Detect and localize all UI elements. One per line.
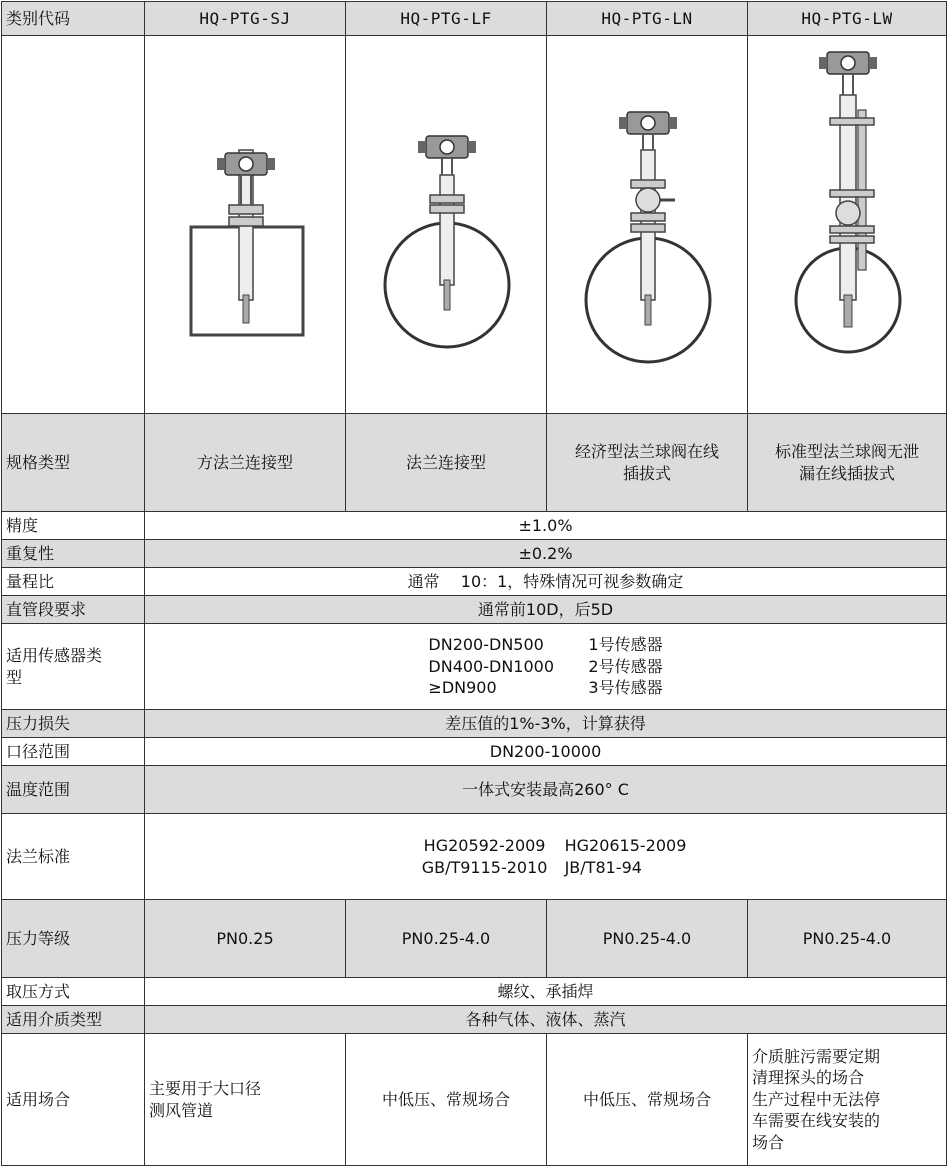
spec-type-lw: 标准型法兰球阀无泄 漏在线插拔式 bbox=[748, 414, 947, 512]
image-row-blank bbox=[2, 36, 145, 414]
repeatability-value: ±0.2% bbox=[145, 540, 947, 568]
medium-label: 适用介质类型 bbox=[2, 1006, 145, 1034]
flange-row-2: GB/T9115-2010 JB/T81-94 bbox=[421, 857, 642, 877]
straight-pipe-row bbox=[2, 596, 947, 624]
diameter-label: 口径范围 bbox=[2, 738, 145, 766]
pressure-loss-row bbox=[2, 710, 947, 738]
sensor-row-3: ≥DN900 3号传感器 bbox=[428, 678, 663, 698]
turndown-label: 量程比 bbox=[2, 568, 145, 596]
pressure-grade-row bbox=[2, 900, 947, 978]
diameter-value: DN200-10000 bbox=[145, 738, 947, 766]
medium-row bbox=[2, 1006, 947, 1034]
temperature-value: 一体式安装最高260° C bbox=[145, 766, 947, 814]
code-lf: HQ-PTG-LF bbox=[346, 2, 547, 36]
flange-std-label: 法兰标准 bbox=[2, 814, 145, 900]
code-ln: HQ-PTG-LN bbox=[547, 2, 748, 36]
accuracy-value: ±1.0% bbox=[145, 512, 947, 540]
sensor-type-value bbox=[145, 624, 947, 710]
spec-type-sj: 方法兰连接型 bbox=[145, 414, 346, 512]
flange-std-value bbox=[145, 814, 947, 900]
pressure-grade-label: 压力等级 bbox=[2, 900, 145, 978]
image-cell-lf bbox=[346, 36, 547, 414]
image-row bbox=[2, 36, 947, 414]
sensor-ball-valve-standard-icon bbox=[752, 40, 945, 410]
pressure-loss-label: 压力损失 bbox=[2, 710, 145, 738]
accuracy-row bbox=[2, 512, 947, 540]
medium-value: 各种气体、液体、蒸汽 bbox=[145, 1006, 947, 1034]
image-cell-sj bbox=[145, 36, 346, 414]
sensor-type-label: 适用传感器类 型 bbox=[2, 624, 145, 710]
diameter-row bbox=[2, 738, 947, 766]
straight-pipe-label: 直管段要求 bbox=[2, 596, 145, 624]
pressure-grade-sj: PN0.25 bbox=[145, 900, 346, 978]
repeatability-label: 重复性 bbox=[2, 540, 145, 568]
sensor-flange-icon bbox=[350, 40, 545, 410]
sensor-row-2: DN400-DN1000 2号传感器 bbox=[428, 656, 663, 676]
application-ln: 中低压、常规场合 bbox=[547, 1034, 748, 1166]
image-cell-ln bbox=[547, 36, 748, 414]
tap-method-label: 取压方式 bbox=[2, 978, 145, 1006]
code-sj: HQ-PTG-SJ bbox=[145, 2, 346, 36]
application-lf: 中低压、常规场合 bbox=[346, 1034, 547, 1166]
header-label: 类别代码 bbox=[2, 2, 145, 36]
tap-method-row bbox=[2, 978, 947, 1006]
spec-type-lf: 法兰连接型 bbox=[346, 414, 547, 512]
application-lw: 介质脏污需要定期 清理探头的场合 生产过程中无法停 车需要在线安装的 场合 bbox=[748, 1034, 947, 1166]
temperature-label: 温度范围 bbox=[2, 766, 145, 814]
turndown-row bbox=[2, 568, 947, 596]
header-row bbox=[2, 2, 947, 36]
flange-row-1: HG20592-2009 HG20615-2009 bbox=[423, 835, 687, 855]
pressure-grade-ln: PN0.25-4.0 bbox=[547, 900, 748, 978]
temperature-row bbox=[2, 766, 947, 814]
spec-type-row bbox=[2, 414, 947, 512]
application-label: 适用场合 bbox=[2, 1034, 145, 1166]
flange-std-row bbox=[2, 814, 947, 900]
pressure-loss-value: 差压值的1%-3%，计算获得 bbox=[145, 710, 947, 738]
spec-table bbox=[1, 1, 947, 1166]
sensor-row-1: DN200-DN500 1号传感器 bbox=[428, 635, 663, 655]
pressure-grade-lf: PN0.25-4.0 bbox=[346, 900, 547, 978]
sensor-ball-valve-economy-icon bbox=[551, 40, 746, 410]
turndown-value: 通常 10：1，特殊情况可视参数确定 bbox=[145, 568, 947, 596]
tap-method-value: 螺纹、承插焊 bbox=[145, 978, 947, 1006]
sensor-square-flange-icon bbox=[149, 40, 344, 410]
application-sj: 主要用于大口径 测风管道 bbox=[145, 1034, 346, 1166]
pressure-grade-lw: PN0.25-4.0 bbox=[748, 900, 947, 978]
spec-type-ln: 经济型法兰球阀在线 插拔式 bbox=[547, 414, 748, 512]
code-lw: HQ-PTG-LW bbox=[748, 2, 947, 36]
sensor-type-row bbox=[2, 624, 947, 710]
straight-pipe-value: 通常前10D，后5D bbox=[145, 596, 947, 624]
repeatability-row bbox=[2, 540, 947, 568]
image-cell-lw bbox=[748, 36, 947, 414]
accuracy-label: 精度 bbox=[2, 512, 145, 540]
application-row bbox=[2, 1034, 947, 1166]
spec-type-label: 规格类型 bbox=[2, 414, 145, 512]
